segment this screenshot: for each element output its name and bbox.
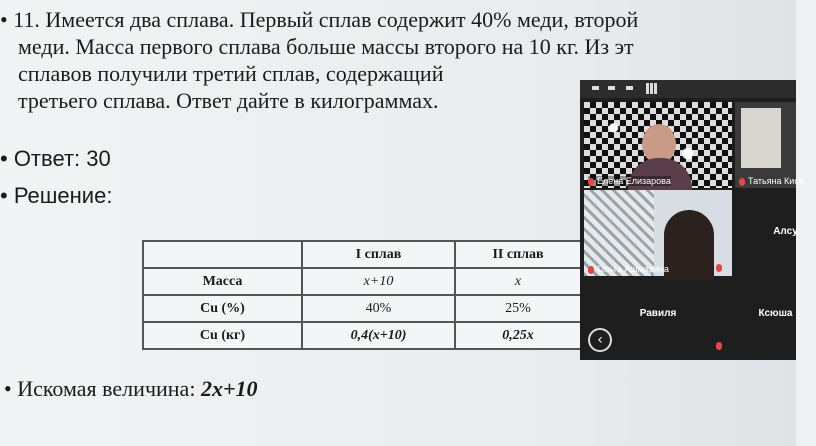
table-header-cell <box>143 241 302 268</box>
mic-off-icon <box>716 342 722 350</box>
participant-tile[interactable] <box>735 102 804 188</box>
table-cell: x+10 <box>302 268 455 295</box>
sought-expression: 2x+10 <box>200 376 258 401</box>
table-cell: 40% <box>302 295 455 322</box>
solution-table <box>142 240 582 350</box>
participant-tile[interactable] <box>584 190 732 276</box>
problem-line-1: • 11. Имеется два сплава. Первый сплав содержит 40% меди, второй <box>0 7 639 32</box>
participant-tile[interactable] <box>735 190 796 276</box>
mic-off-icon <box>588 178 594 186</box>
table-cell: x <box>455 268 581 295</box>
table-cell: 0,4(x+10) <box>302 322 455 349</box>
table-header-cell: I сплав <box>302 241 455 268</box>
table-row <box>143 295 581 322</box>
table-cell: 0,25x <box>455 322 581 349</box>
participant-name: Ольга Ашмарина <box>597 264 669 274</box>
answer-text: • Ответ: 30 <box>0 146 111 171</box>
video-toolbar <box>580 80 796 98</box>
gallery-view-icon[interactable] <box>646 83 657 94</box>
problem-line-2: меди. Масса первого сплава больше массы второго на 10 кг. Из эт <box>18 34 634 59</box>
table-header-row <box>143 241 581 268</box>
problem-line-4: третьего сплава. Ответ дайте в килограммах. <box>18 88 439 113</box>
participant-name: Татьяна Кисе <box>748 176 804 186</box>
table-header-cell: II сплав <box>455 241 581 268</box>
restore-icon[interactable] <box>608 86 615 90</box>
back-arrow-icon[interactable]: ‹ <box>588 328 612 352</box>
participant-tile[interactable] <box>735 280 796 358</box>
participant-name: Алсу <box>773 226 798 237</box>
solution-label: • Решение: <box>0 183 113 208</box>
table-cell: 25% <box>455 295 581 322</box>
participant-name-wrap <box>739 176 804 186</box>
mic-off-icon <box>716 264 722 272</box>
participant-name: Равиля <box>639 308 677 319</box>
sought-label: • Искомая величина: <box>4 376 201 401</box>
table-cell: Cu (кг) <box>143 322 302 349</box>
table-row <box>143 268 581 295</box>
participant-tile[interactable] <box>584 102 732 188</box>
table-cell: Масса <box>143 268 302 295</box>
participant-video <box>664 210 714 280</box>
video-call-panel <box>580 80 804 360</box>
table-cell: Cu (%) <box>143 295 302 322</box>
participant-name: Елена Елизарова <box>597 176 671 186</box>
participant-name: Ксюша <box>758 308 793 319</box>
participant-name-wrap <box>588 264 669 274</box>
participant-name-wrap <box>588 176 671 186</box>
mic-off-icon <box>588 266 594 274</box>
problem-line-3: сплавов получили третий сплав, содержащий <box>18 61 444 86</box>
table-row <box>143 322 581 349</box>
mic-off-icon <box>739 178 745 186</box>
minimize-icon[interactable] <box>592 86 599 90</box>
sought-quantity <box>4 376 257 402</box>
maximize-icon[interactable] <box>626 86 633 90</box>
participant-video <box>741 108 781 168</box>
